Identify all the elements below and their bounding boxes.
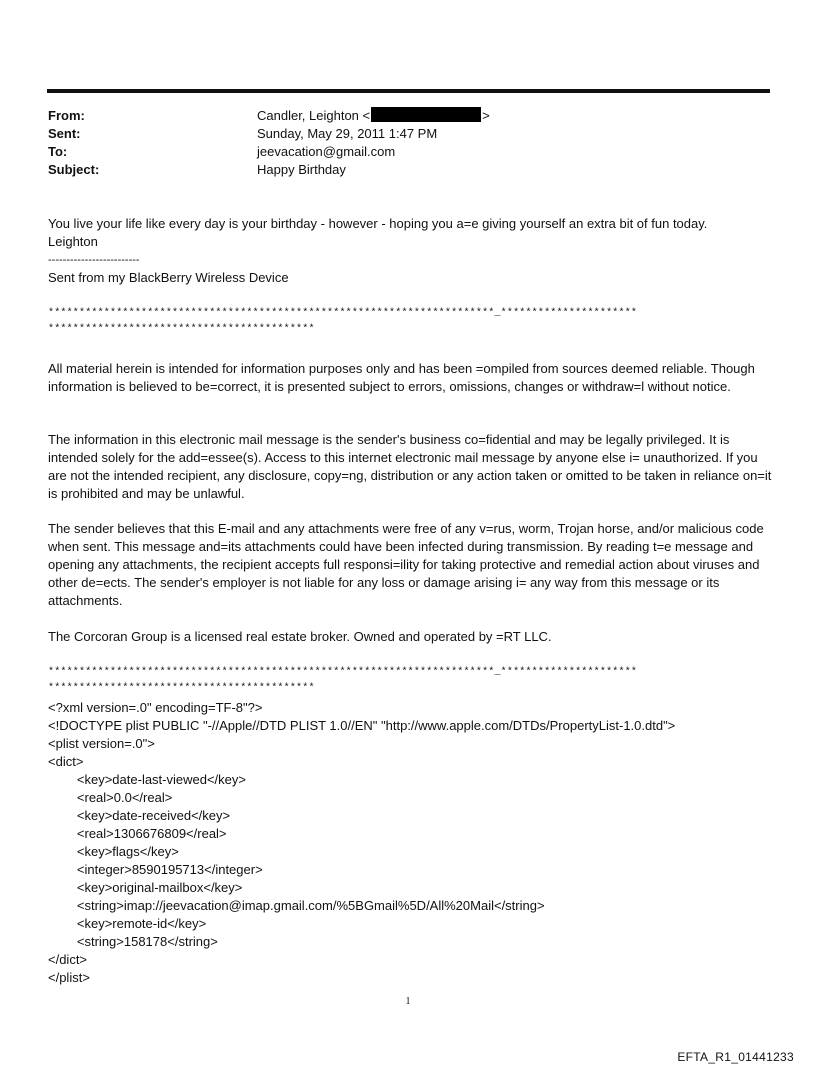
- disclaimer-para-4: The Corcoran Group is a licensed real estate broker. Owned and operated by =RT LLC.: [48, 629, 552, 644]
- stars-separator-4: *******************************************: [48, 683, 315, 694]
- plist-line: <real>1306676809</real>: [48, 826, 227, 841]
- body-device: Sent from my BlackBerry Wireless Device: [48, 270, 289, 285]
- plist-line: <!DOCTYPE plist PUBLIC "-//Apple//DTD PLIST 1.0//EN" "http://www.apple.com/DTDs/PropertyList-1.0.dtd">: [48, 718, 676, 733]
- plist-line: <dict>: [48, 754, 84, 769]
- bates-number: EFTA_R1_01441233: [677, 1050, 794, 1064]
- plist-line: <key>remote-id</key>: [48, 916, 207, 931]
- body-signature: Leighton: [48, 234, 98, 249]
- to-label: To:: [48, 144, 68, 159]
- plist-line: <plist version=.0">: [48, 736, 155, 751]
- to-value: jeevacation@gmail.com: [257, 144, 396, 159]
- plist-line: <string>imap://jeevacation@imap.gmail.com/%5BGmail%5D/All%20Mail</string>: [48, 898, 545, 913]
- stars-separator-2: *******************************************: [48, 324, 315, 335]
- plist-line: <?xml version=.0" encoding=TF-8"?>: [48, 700, 263, 715]
- body-line-1: You live your life like every day is your birthday - however - hoping you a=e giving yourself an extra bit of fun today.: [48, 216, 708, 231]
- plist-line: <key>date-last-viewed</key>: [48, 772, 246, 787]
- plist-line: <integer>8590195713</integer>: [48, 862, 263, 877]
- from-name: Candler, Leighton <: [257, 108, 371, 123]
- plist-line: <key>flags</key>: [48, 844, 179, 859]
- plist-line: <key>date-received</key>: [48, 808, 231, 823]
- from-value: [257, 107, 490, 125]
- sent-value: Sunday, May 29, 2011 1:47 PM: [257, 126, 438, 141]
- sent-label: Sent:: [48, 126, 81, 141]
- stars-separator-3: ************************************************************************_**********************: [48, 667, 638, 678]
- redaction-box: [371, 107, 481, 122]
- stars-separator-1: ************************************************************************_**********************: [48, 308, 638, 319]
- subject-label: Subject:: [48, 162, 100, 177]
- plist-line: <real>0.0</real>: [48, 790, 173, 805]
- plist-line: </plist>: [48, 970, 90, 985]
- body-dashes: -------------------------: [48, 254, 140, 266]
- subject-value: Happy Birthday: [257, 162, 346, 177]
- disclaimer-para-1: All material herein is intended for information purposes only and has been =ompiled from sources deemed reliable. Though information is believed to be=correct, it is presented subject to errors, omissions, changes or withdraw=l without notice.: [48, 361, 755, 394]
- header-rule: [47, 89, 770, 93]
- page-number: 1: [405, 996, 411, 1007]
- plist-line: <key>original-mailbox</key>: [48, 880, 243, 895]
- disclaimer-para-3: The sender believes that this E-mail and any attachments were free of any v=rus, worm, Trojan horse, and/or malicious code when sent. This message and=its attachments could have been infected during transmission. By reading t=e message and opening any attachments, the recipient accepts full responsi=ility for taking protective and remedial action about viruses and other de=ects. The sender's employer is not liable for any loss or damage arising i= any way from this message or its attachments.: [48, 521, 764, 608]
- plist-line: <string>158178</string>: [48, 934, 218, 949]
- from-label: From:: [48, 108, 85, 123]
- from-bracket: >: [482, 108, 490, 123]
- disclaimer-para-2: The information in this electronic mail message is the sender's business co=fidential and may be legally privileged. It is intended solely for the add=essee(s). Access to this internet electronic mail message by anyone else i= unauthorized. If you are not the intended recipient, any disclosure, copy=ng, distribution or any action taken or omitted to be taken in reliance on=it is prohibited and may be unlawful.: [48, 432, 772, 501]
- plist-line: </dict>: [48, 952, 88, 967]
